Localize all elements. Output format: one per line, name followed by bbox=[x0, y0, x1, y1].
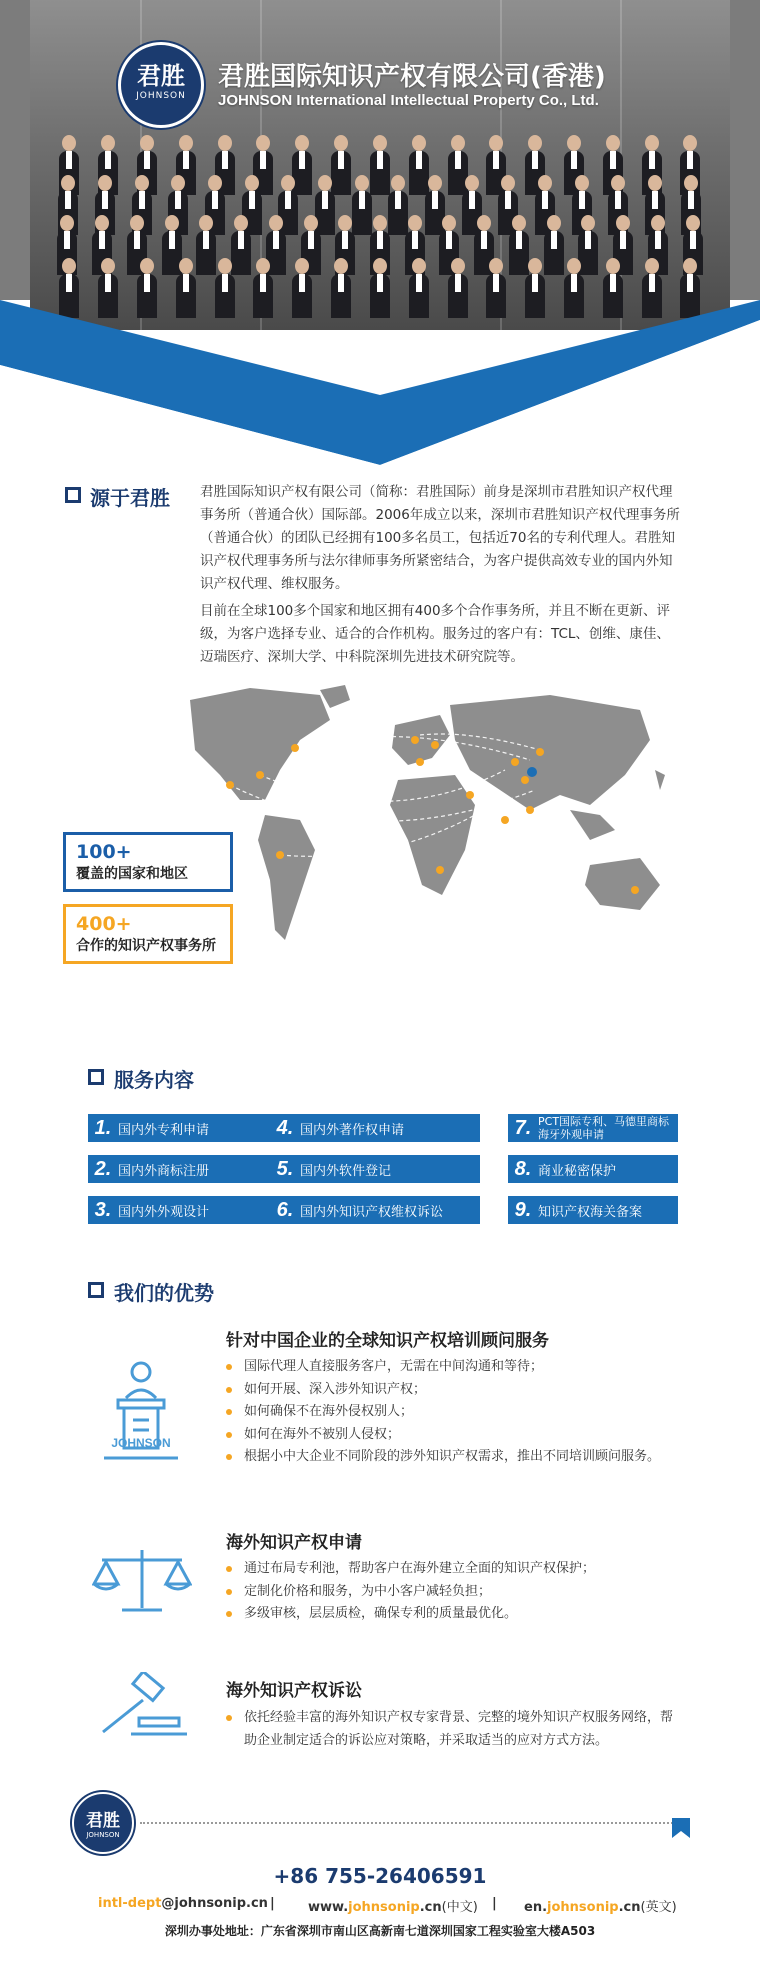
email-tld: .cn bbox=[246, 1896, 268, 1911]
service-label: 国内外软件登记 bbox=[300, 1163, 392, 1179]
stat-countries-number: 100+ bbox=[76, 841, 132, 863]
service-item bbox=[88, 1114, 298, 1142]
list-item: 国际代理人直接服务客户，无需在中间沟通和等待； bbox=[222, 1356, 702, 1379]
advantage-list bbox=[222, 1356, 702, 1469]
service-number: 3. bbox=[94, 1198, 112, 1221]
site-en-mid: johnsonip bbox=[547, 1900, 619, 1915]
email-link[interactable] bbox=[98, 1896, 268, 1911]
site-en-post: .cn bbox=[618, 1900, 641, 1915]
stat-countries bbox=[63, 832, 233, 892]
service-number: 6. bbox=[276, 1198, 294, 1221]
service-item bbox=[270, 1196, 480, 1224]
email-domain: @johnsonip bbox=[161, 1896, 247, 1911]
service-item bbox=[508, 1114, 678, 1142]
service-item bbox=[508, 1155, 678, 1183]
stat-firms-label: 合作的知识产权事务所 bbox=[76, 938, 216, 954]
email-user: intl-dept bbox=[98, 1896, 162, 1911]
service-item bbox=[270, 1114, 480, 1142]
footer-logo-cn: 君胜 bbox=[86, 1811, 120, 1831]
separator: | bbox=[270, 1896, 275, 1911]
company-name-en: JOHNSON International Intellectual Property Co., Ltd. bbox=[218, 92, 599, 109]
service-label: PCT国际专利、马德里商标海牙外观申请 bbox=[538, 1115, 670, 1141]
logo-en-text: JOHNSON bbox=[136, 91, 186, 101]
list-item: 如何在海外不被别人侵权； bbox=[222, 1424, 702, 1447]
origin-paragraph-2: 目前在全球100多个国家和地区拥有400多个合作事务所，并且不断在更新、评级，为客户选择专业、适合的合作机构。服务过的客户有：TCL、创维、康佳、迈瑞医疗、深圳大学、中科院深圳先进技术研究院等。 bbox=[200, 603, 671, 665]
list-item: 根据小中大企业不同阶段的涉外知识产权需求，推出不同培训顾问服务。 bbox=[222, 1446, 702, 1469]
site-cn-note: (中文) bbox=[441, 1900, 478, 1915]
service-item bbox=[88, 1155, 298, 1183]
origin-title: 源于君胜 bbox=[90, 486, 170, 510]
service-item bbox=[88, 1196, 298, 1224]
origin-paragraph-1: 君胜国际知识产权有限公司（简称：君胜国际）前身是深圳市君胜知识产权代理事务所（普通合伙）国际部。2006年成立以来，深圳市君胜知识产权代理事务所（普通合伙）的团队已经拥有100多名员工，包括近70名的专利代理人。君胜知识产权代理事务所与法尔律师事务所紧密结合，为客户提供高效专业的国内外知识产权代理、维权服务。 bbox=[200, 484, 680, 592]
podium-label: JOHNSON bbox=[111, 1436, 171, 1450]
list-item: 定制化价格和服务，为中小客户减轻负担； bbox=[222, 1581, 702, 1604]
list-item: 如何确保不在海外侵权别人； bbox=[222, 1401, 702, 1424]
service-item bbox=[508, 1196, 678, 1224]
scales-icon bbox=[92, 1548, 192, 1618]
stat-countries-label: 覆盖的国家和地区 bbox=[76, 866, 188, 882]
gavel-icon bbox=[95, 1672, 195, 1742]
footer-logo-en: JOHNSON bbox=[86, 1831, 120, 1839]
service-number: 8. bbox=[514, 1157, 532, 1180]
list-item: 通过布局专利池，帮助客户在海外建立全面的知识产权保护； bbox=[222, 1558, 702, 1581]
advantage-title: 针对中国企业的全球知识产权培训顾问服务 bbox=[226, 1331, 549, 1351]
services-title: 服务内容 bbox=[114, 1068, 194, 1092]
phone-number[interactable]: +86 755-26406591 bbox=[273, 1864, 487, 1888]
service-number: 5. bbox=[276, 1157, 294, 1180]
service-label: 国内外专利申请 bbox=[118, 1122, 210, 1138]
site-en-note: (英文) bbox=[640, 1900, 677, 1915]
service-label: 商业秘密保护 bbox=[538, 1163, 617, 1179]
service-number: 1. bbox=[94, 1116, 112, 1139]
stat-firms-number: 400+ bbox=[76, 913, 132, 935]
service-label: 知识产权海关备案 bbox=[538, 1204, 643, 1220]
site-cn-pre: www. bbox=[308, 1900, 349, 1915]
service-label: 国内外商标注册 bbox=[118, 1163, 210, 1179]
service-number: 4. bbox=[276, 1116, 294, 1139]
advantage-list bbox=[222, 1707, 682, 1752]
advantage-list bbox=[222, 1558, 702, 1626]
logo-cn-text: 君胜 bbox=[137, 62, 185, 90]
list-item: 多级审核，层层质检，确保专利的质量最优化。 bbox=[222, 1603, 702, 1626]
service-label: 国内外知识产权维权诉讼 bbox=[300, 1204, 444, 1220]
service-label: 国内外著作权申请 bbox=[300, 1122, 405, 1138]
service-item bbox=[270, 1155, 480, 1183]
office-address: 深圳办事处地址：广东省深圳市南山区高新南七道深圳国家工程实验室大楼A503 bbox=[164, 1924, 596, 1938]
site-cn-post: .cn bbox=[419, 1900, 442, 1915]
bookmark-icon bbox=[672, 1818, 690, 1838]
separator: | bbox=[492, 1896, 497, 1911]
site-en-pre: en. bbox=[524, 1900, 548, 1915]
section-square-icon bbox=[88, 1282, 104, 1298]
company-name-cn: 君胜国际知识产权有限公司(香港) bbox=[218, 62, 606, 92]
list-item: 如何开展、深入涉外知识产权； bbox=[222, 1379, 702, 1402]
section-square-icon bbox=[88, 1069, 104, 1085]
footer-logo bbox=[72, 1792, 134, 1854]
site-cn-mid: johnsonip bbox=[348, 1900, 420, 1915]
service-number: 2. bbox=[94, 1157, 112, 1180]
service-number: 9. bbox=[514, 1198, 532, 1221]
section-square-icon bbox=[65, 487, 81, 503]
world-map bbox=[170, 680, 690, 980]
service-number: 7. bbox=[514, 1116, 532, 1139]
footer-divider bbox=[140, 1822, 680, 1824]
list-item: 依托经验丰富的海外知识产权专家背景、完整的境外知识产权服务网络，帮助企业制定适合的诉讼应对策略，并采取适当的应对方式方法。 bbox=[222, 1707, 682, 1752]
site-cn-link[interactable] bbox=[308, 1896, 478, 1915]
stat-firms bbox=[63, 904, 233, 964]
advantages-title: 我们的优势 bbox=[114, 1281, 214, 1305]
company-logo bbox=[118, 42, 204, 128]
advantage-title: 海外知识产权申请 bbox=[226, 1533, 362, 1553]
advantage-title: 海外知识产权诉讼 bbox=[226, 1681, 362, 1701]
service-label: 国内外外观设计 bbox=[118, 1204, 210, 1220]
podium-icon bbox=[98, 1360, 184, 1470]
site-en-link[interactable] bbox=[524, 1896, 677, 1915]
hero-banner bbox=[0, 0, 760, 470]
